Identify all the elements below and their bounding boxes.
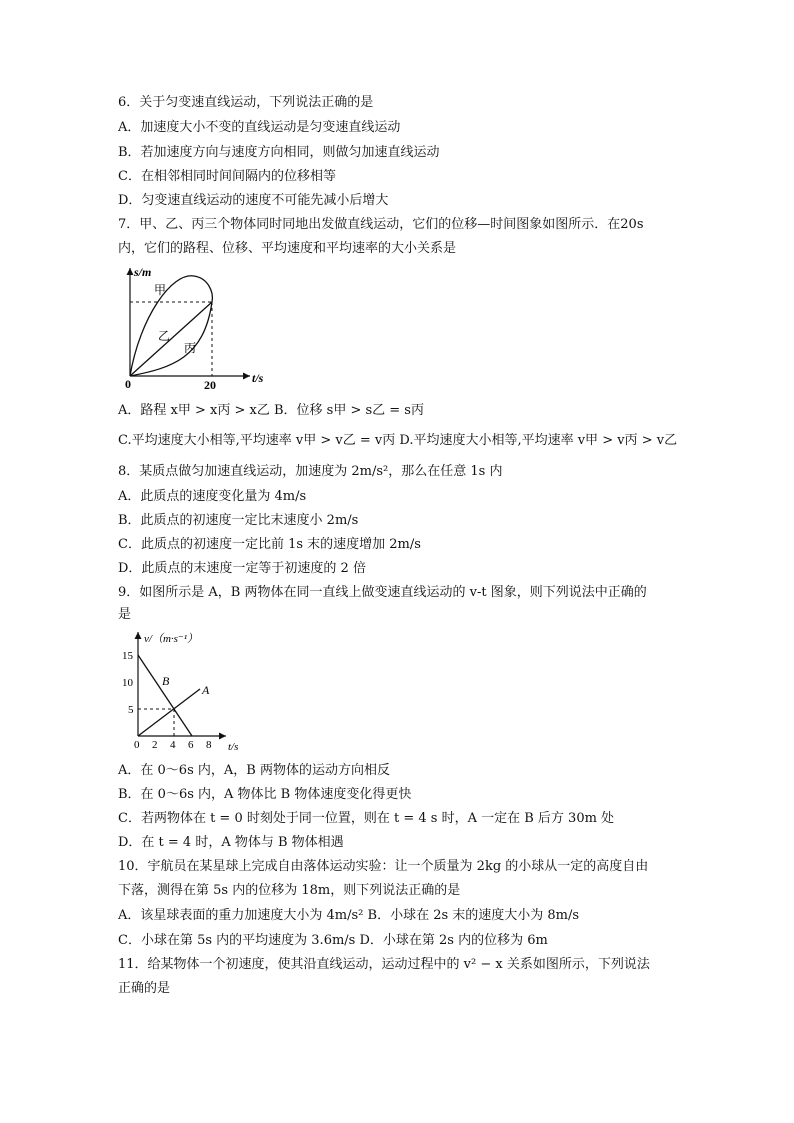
- q9-x-tick-8: 8: [206, 739, 212, 751]
- q9-y-axis-label: v/（m·s⁻¹）: [144, 633, 199, 645]
- q8-stem: 8．某质点做匀加速直线运动，加速度为 2m/s²，那么在任意 1s 内: [118, 464, 503, 479]
- q6-option-c: C．在相邻相同时间间隔内的位移相等: [118, 169, 336, 184]
- q9-option-a: A．在 0～6s 内，A，B 两物体的运动方向相反: [118, 763, 390, 778]
- q7-options-cd: C.平均速度大小相等,平均速率 v甲 > v乙 = v丙 D.平均速度大小相等,平均速率 v甲 > v丙 > v乙: [118, 433, 678, 448]
- q7-origin-label: 0: [125, 377, 131, 391]
- q9-stem-line-1: 9．如图所示是 A，B 两物体在同一直线上做变速直线运动的 v-t 图象，则下列说法中正确的: [118, 585, 647, 600]
- q9-label-b: B: [162, 674, 170, 688]
- q11-stem-line-2: 正确的是: [118, 981, 171, 996]
- q9-x-axis-label: t/s: [228, 741, 239, 753]
- q7-label-yi: 乙: [158, 329, 171, 343]
- q7-label-bing: 丙: [184, 341, 197, 355]
- q6-option-d: D．匀变速直线运动的速度不可能先减小后增大: [118, 193, 389, 208]
- q8-option-d: D．此质点的末速度一定等于初速度的 2 倍: [118, 561, 366, 576]
- q6-stem: 6．关于匀变速直线运动，下列说法正确的是: [118, 95, 374, 110]
- q7-y-axis-label: s/m: [134, 265, 152, 279]
- q10-stem-line-2: 下落，测得在第 5s 内的位移为 18m，则下列说法正确的是: [118, 883, 461, 898]
- q7-x-axis-label: t/s: [252, 371, 264, 385]
- q11-stem-line-1: 11．给某物体一个初速度，使其沿直线运动，运动过程中的 v² − x 关系如图所示，下列说法: [118, 957, 650, 972]
- q8-option-a: A．此质点的速度变化量为 4m/s: [118, 489, 307, 504]
- q7-curve-jia: [130, 276, 212, 376]
- q7-displacement-time-graph: [112, 262, 272, 394]
- q9-x-tick-4: 4: [170, 739, 176, 751]
- q10-options-cd: C．小球在第 5s 内的平均速度为 3.6m/s D．小球在第 2s 内的位移为 6m: [118, 933, 548, 948]
- q9-option-c: C．若两物体在 t = 0 时刻处于同一位置，则在 t = 4 s 时，A 一定在 B 后方 30m 处: [118, 811, 615, 826]
- q7-x-tick-20: 20: [204, 378, 216, 392]
- q9-option-d: D．在 t = 4 时，A 物体与 B 物体相遇: [118, 835, 344, 850]
- q7-stem-line-2: 内，它们的路程、位移、平均速度和平均速率的大小关系是: [118, 241, 457, 256]
- q9-label-a: A: [202, 683, 210, 697]
- q9-y-tick-15: 15: [122, 650, 133, 662]
- q9-line-b: [138, 655, 192, 736]
- q6-option-b: B．若加速度方向与速度方向相同，则做匀加速直线运动: [118, 145, 440, 160]
- q10-stem-line-1: 10．宇航员在某星球上完成自由落体运动实验：让一个质量为 2kg 的小球从一定的高度自由: [118, 859, 649, 874]
- q9-option-b: B．在 0～6s 内，A 物体比 B 物体速度变化得更快: [118, 787, 412, 802]
- q9-stem-line-2: 是: [118, 607, 132, 622]
- q9-velocity-time-graph: [118, 628, 278, 756]
- q9-y-tick-5: 5: [128, 704, 134, 716]
- q6-option-a: A．加速度大小不变的直线运动是匀变速直线运动: [118, 120, 401, 135]
- q7-options-ab: A．路程 x甲 > x丙 > x乙 B．位移 s甲 > s乙 = s丙: [118, 403, 424, 418]
- q8-option-c: C．此质点的初速度一定比前 1s 末的速度增加 2m/s: [118, 537, 421, 552]
- q9-x-tick-6: 6: [188, 739, 194, 751]
- q9-x-tick-0: 0: [134, 739, 140, 751]
- q9-line-a: [138, 689, 200, 736]
- q9-x-tick-2: 2: [152, 739, 158, 751]
- q7-stem-line-1: 7．甲、乙、丙三个物体同时同地出发做直线运动，它们的位移—时间图象如图所示．在20s: [118, 217, 644, 232]
- q9-y-tick-10: 10: [122, 677, 133, 689]
- q8-option-b: B．此质点的初速度一定比末速度小 2m/s: [118, 513, 359, 528]
- q10-options-ab: A．该星球表面的重力加速度大小为 4m/s² B．小球在 2s 末的速度大小为 8m/s: [118, 908, 580, 923]
- q7-label-jia: 甲: [154, 283, 167, 297]
